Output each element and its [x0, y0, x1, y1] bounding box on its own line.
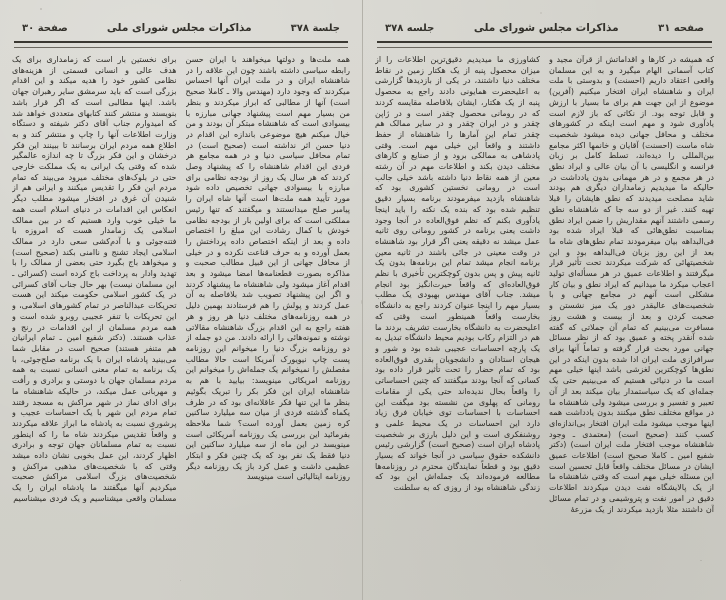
page-31-column-right: که همیشه در کارها و اقداماتش از قرآن مجید و کتاب آسمانی الهام میگیرد و به این مسلمان واقعی اعتقاد داریم (احسنت) و بدوستی با ملت ایران و شاهنشاه ایران افتخار میکنیم (آفرین) موضوع از این جهت هم برای ما بسیار با ارزش و قابل توجه بود. از نکاتی که باز لازم است یادآوری شود و مهم است اینکه در کشورهای مختلف و محافل جهانی دیده میشود شخصیت شاه ماست (احسنت) آقایان و خانمها اکثر مجامع بین‌المللی را دیده‌اند، تسلط کامل بر زبان فرانسه و انگلیسی با آن بیان عالی و ایراد نطق در هر مجمع و در هر مهمانی بدون یادداشت در حالیکه ما میدیدیم زمامداران دیگری هم بودند شاید مصلحت میدیدند که نطق هایشان را قبلا تهیه کنند. غیر از دو سه جا که شاهنشاه نطق رسمی داشتند آنهم مقداریش را ضمن ایراد نطق بمناسبت نطق‌هائی که قبلا ایراد شده بود فی‌البداهه بیان میفرمودند تمام نطق‌های شاه ما بعد از این روز بزبان فی‌البداهه بود و این شخصیتهائی که شرکت میکردند تحت تأثیر قرار میگرفتند و اطلاعات عمیق در هر مسأله‌ای تولید اعجاب میکرد ما میدانیم که ایراد نطق و بیان کار مشکلی است آنهم در مجامع جهانی و با شخصیت‌های عالیقدر دور یک میز نشستن و صحبت کردن و بعد از بیست و هشت روز مسافرت می‌بینیم که تمام آن جملاتی که گفته شده آنقدر پخته و عمیق بود که از نظر مسائل جهانی مورد بحث قرار گرفته و تماماً آنها برای سرافرازی ملت ایران ادا شده بدون اینکه در این نطق‌ها کوچکترین لغزشی باشد اینها خیلی مهم است ما در دنیائی هستیم که می‌بینیم حتی یک جمله‌ای که یک سیاستمدار بیان میکند بعد از آن تعبیر و تفسیر و بررسی میشود ولی شاهنشاه ما در مواقع مختلف نطق میکنند بدون یادداشت همه اینها موجب میشود ملت ایران افتخار بی‌اندازه‌ای کسب کنند (صحیح است) (معتمدی ـ وجود شاهنشاه موجب افتخار ملت ایران است) (دکتر شفیع امین ـ کاملا صحیح است) اطلاعات عمیق ایشان در مسائل مختلف واقعاً قابل تحسین است این مسئله خیلی مهم است که وقتی شاهنشاه ما از یک پالایشگاه نفت دیدن میکردند اطلاعات دقیق در امور نفت و پتروشیمی و در تمام مسائل آن داشتند مثلا بازدید میکردند از یک مزرعهٔ	[549, 55, 714, 514]
header-divider-rule	[377, 41, 712, 48]
session-label: جلسة ۳۷۸	[290, 23, 340, 34]
page-31-column-left: کشاورزی ما میدیدیم دقیق‌ترین اطلاعات را از میزان محصول پنبه از یک هکتار زمین در نقاط مختلف دنیا داشتند، در یکی از بازدیدها گزارشی به اعلیحضرت همایونی دادند راجع به محصول پنبه از یک هکتار، ایشان بلافاصله مقایسه کردند که در رومانی محصول چقدر است و در ژاپن چقدر و در ایران چقدر و در سایر ممالک هم چقدر تمام این آمارها را شاهنشاه از حفظ داشتند و واقعاً این خیلی مهم است. وقتی پادشاهی به ممالکی برود و از صنایع و کارهای مختلف دیدن بکند و اطلاعات مهم در آن رشته معین از همه نقاط دنیا داشته باشد خیلی جالب است در رومانی نخستین کشوری بود که شاهنشاه بازدید میفرمودند برنامه بسیار دقیق تنظیم شده بود که بنده یک نکته را باید اینجا یادآوری بکنم که نظم فوق‌العاده در آنجا وجود داشت یعنی برنامه در کشور رومانی روی ثانیه عمل میشد نه دقیقه یعنی اگر قرار بود شاهنشاه در وقت معینی در جائی باشند در ثانیه معین برنامه انجام میشد تمام این برنامه‌ها بدون یک ثانیه پیش و پس بدون کوچکترین تأخیری با نظم فوق‌العاده‌ای که واقعاً حیرت‌انگیز بود انجام میشد. جناب آقای مهندس بهبودی یک مطلب بسیار مهم را اینجا عنوان کردند راجع به دانشگاه بخارست واقعاً همینطور است وقتی که اعلیحضرت به دانشگاه بخارست تشریف بردند ما هم در التزام رکاب بودیم محیط دانشگاه تبدیل به یک پارچه احساسات عجیبی شده بود و شور و هیجان استادان و دانشجویان بقدری فوق‌العاده بود که تمام حضار را تحت تأثیر قرار داده بود کسانی که آنجا بودند میگفتند که چنین احساساتی را واقعاً بحال ندیده‌اند حتی یکی از مقامات رومانی که پهلوی من نشسته بود میگفت این احساسات با احساسات توی خیابان فرق زیاد دارد این احساسات در یک محیط علمی و روشنفکری است و این دلیل بارزی بر شخصیت پادشاه ایران است (صحیح است) گزارشی رئیس دانشکده حقوق سیاسی در آنجا خواند که بسیار دقیق بود و قطعاً نمایندگان محترم در روزنامه‌ها مطالعه فرموده‌اند یک جمله‌اش این بود که زندگی شاهنشاه بود از روزی که به سلطنت	[375, 55, 540, 493]
page-number-label: صفحة ۳۰	[22, 23, 68, 34]
page-31-body	[371, 48, 718, 581]
header-divider-rule	[14, 41, 348, 48]
page-31-header	[371, 22, 718, 38]
page-31	[363, 0, 726, 600]
page-title: مذاکرات مجلس شورای ملی	[473, 22, 619, 34]
page-30-column-left: برای نخستین بار است که زمامداری برای یک هدف عالی و انسانی قسمتی از هزینه‌های نظامی کشور خود را هدیه میکند و این اقدام بزرگی است که باید سرمشق سایر رهبران جهان باشد. اینها مطالبی است که اگر قرار باشد بنویسند و منتشر کنند کتابهای متعددی خواهد شد که امیدوارم جناب آقای دکتر شیفته و دستگاه وزارت اطلاعات آنها را چاپ و منتشر کند و به اطلاع همه مردم ایران برسانند تا ببینند این فکر درخشان و این فکر بزرگ تا چه اندازه عالمگیر شده که وقتی یک ایرانی به یک مملکت خارجی حتی در بلوک‌های مختلف میرود می‌بیند که تمام مردم این فکر را تقدیس میکنند و ایرانی هم از شنیدن آن غرق در افتخار میشود مطلب دیگر انعکاس این اقدامات در دنیای اسلام است همه ما خیلی خوب وارد هستیم که در بین ممالک اسلامی یک زمامدار هست که امروزه با فتنه‌جوئی و با آدم‌کشی سعی دارد در ممالک اسلامی ایجاد تشنج و ناامنی بکند (صحیح است) و میخواهد باج بگیرد حتی بعضی از ممالک را با تهدید وادار به پرداخت باج کرده است (کسرائی ـ این مسلمان نیست) بهر حال جناب آقای کسرائی در یک کشور اسلامی حکومت میکند این هست تحریکات عبدالناصر در تمام کشورهای اسلامی، و این تحریکات با تنفر عجیبی روبرو شده است و همه مردم مسلمان از این اقدامات در رنج و عذاب هستند. (دکتر شفیع امین ـ تمام ایرانیان هم متنفر هستند) صحیح است در مقابل شما می‌بینید پادشاه ایران با یک برنامه صلح‌جوئی، با یک برنامه به تمام معنی انسانی نسبت به همه مردم مسلمان جهان با دوستی و برادری و رأفت و مهربانی عمل میکند، در حالیکه شاهنشاه ما برای ادای نماز در شهر مراکش به مسجد رفتند تمام مردم این شهر با یک احساسات عجیب و پرشوری نسبت به پادشاه ما ابراز علاقه میکردند و واقعاً تقدیس میکردند شاه ما را که اینطور نسبت به تمام مسلمانان جهان توجه و برادری اظهار کردند، این عمل بخوبی نشان داده میشد وقتی که با شخصیت‌های مذهبی مراکش و شخصیت‌های بزرگ اسلامی مراکش صحبت میکردیم آنها میگفتند ما پادشاه ایران را یک مسلمان واقعی میشناسیم و یک فردی میشناسیم	[12, 55, 177, 503]
page-30-body	[8, 48, 354, 581]
page-30-column-right: همه ملت‌ها و دولتها میخواهند با ایران حسن رابطه سیاسی داشته باشند چون این علاقه را در شاهنشاه ایران و در ملت ایران آنها احساس میکردند که وجود دارد (مهندس والا ـ کاملا صحیح است) آنها از مطالبی که ابراز میکردند و بنظر من بسیار مهم است پیشنهاد جهانی مبارزه با بیسوادی است که شاهنشاه مبتکر آن بودند و من خیال میکنم هیچ موضوعی باندازه این اقدام در دنیا حسن اثر نداشته است (صحیح است) در تمام محافل سیاسی دنیا و در همه مجامع هر فردی این اقدام شاهنشاه را که پیشنهاد وصل کردند که هر سال یک روز از بودجه نظامی برای مبارزه با بیسوادی جهانی تخصیص داده شود مورد تأیید همه ملت‌ها است آنها شاه ایران را پیامبر صلح میدانستند و میگفتند که تنها رئیس مملکتی است که برای اولین بار از بودجه نظامی خودش با کمال رشادت این مبلغ را اختصاص داده و بعد از اینکه اختصاص داده پرداختش را بعمل آورده و به حرف قناعت نکرده و در خیلی از محافل جهانی از این قبیل مطالب صحبت و مذاکره بصورت قطعنامه‌ها امضا میشود و بعد اقدام آغاز میشود ولی شاهنشاه ما پیشنهاد کردند و اگر این پیشنهاد تصویب شد بلافاصله به آن عمل کردند و پولش را هم فرستادند بهمین دلیل در همه روزنامه‌های مختلف دنیا هر روز و هر هفته راجع به این اقدام بزرگ شاهنشاه مقالاتی نوشته و نمونه‌هائی را ارائه دادند. من دو جمله از دو روزنامه بزرگ دنیا را میخوانم این روزنامه پست چاپ نیویورک آمریکا است حالا مطالب مفصلش را نمیخوانم یک جمله‌اش را میخوانم این روزنامه امریکائی مینویسد: بیایید با هم به شاهنشاه ایران این فکر بکر را تبریک بگوئیم بنظر ما این تنها فکر عاقلانه‌ای بود که در ظرف یکماه گذشته فردی از میان سه میلیارد ساکنین کره زمین بعمل آورده است؟ شما ملاحظه بفرمائید این بررسی یک روزنامه آمریکائی است مینویسد در این ماه از سه میلیارد ساکنین این دنیا فقط یک نفر بود که یک چنین فکر و ابتکار عظیمی داشت و عمل کرد باز یک روزنامه دیگر روزنامه ایتالیائی است مینویسد	[185, 55, 350, 482]
page-30-header	[8, 22, 354, 38]
session-label: جلسه ۳۷۸	[385, 23, 435, 34]
page-title: مذاکرات مجلس شورای ملی	[106, 22, 252, 34]
page-number-label: صفحه ۳۱	[658, 23, 704, 34]
